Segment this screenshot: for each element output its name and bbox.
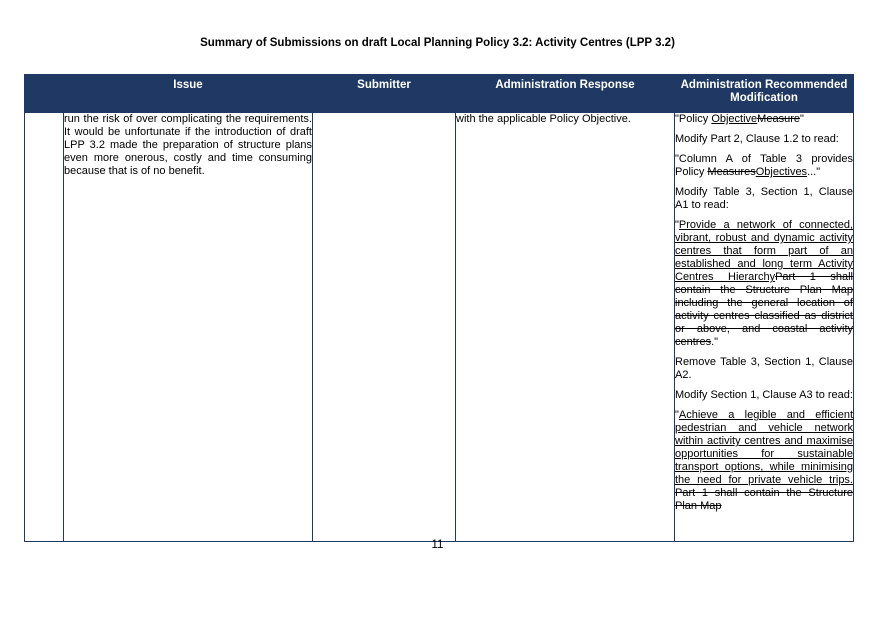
- modification-para-5: "Provide a network of connected, vibrant, robust and dynamic activity centres that form part of an established and long term Activity Centres HierarchyPart 1 shall contain the Structure Plan Map including the general location of activity centres classified as district or above, and coastal activity centres.": [675, 219, 854, 348]
- modification-para-2: Modify Part 2, Clause 1.2 to read:: [675, 133, 839, 145]
- issue-cell: run the risk of over complicating the requirements. It would be unfortunate if the introduction of draft LPP 3.2 made the preparation of structure plans even more onerous, costly and time consuming because that is of no benefit.: [64, 113, 313, 542]
- inserted-text: Provide a network of connected, vibrant, robust and dynamic activity centres that form part of an established and long term Activity Centres Hierarchy: [675, 219, 853, 283]
- response-cell: with the applicable Policy Objective.: [456, 113, 675, 542]
- modification-para-4: Modify Table 3, Section 1, Clause A1 to read:: [675, 186, 853, 211]
- header-submitter: Submitter: [313, 75, 456, 113]
- modification-para-3: "Column A of Table 3 provides Policy MeasuresObjectives...": [675, 153, 853, 178]
- table-header-row: [25, 75, 854, 113]
- modification-cell: [675, 113, 854, 542]
- header-issue: Issue: [64, 75, 313, 113]
- deleted-text: Part 1 shall contain the Structure Plan Map including the general location of activity centres classified as district or above, and coastal activity centres: [675, 271, 854, 348]
- modification-para-8: "Achieve a legible and efficient pedestrian and vehicle network within activity centres and maximise opportunities for sustainable transport options, while minimising the need for private vehicle trips. Part 1 shall contain the Structure Plan Map: [675, 409, 853, 512]
- modification-para-1: "Policy ObjectiveMeasure": [675, 113, 804, 125]
- submitter-cell: [313, 113, 456, 542]
- modification-para-7: Modify Section 1, Clause A3 to read:: [675, 389, 853, 401]
- header-administration-response: Administration Response: [456, 75, 675, 113]
- deleted-text: Measure: [757, 113, 800, 125]
- table-row: [25, 113, 854, 542]
- inserted-text: Achieve a legible and efficient pedestrian and vehicle network within activity centres and maximise opportunities for sustainable transport options, while minimising the need for private vehicle trips.: [675, 409, 853, 486]
- page-number: 11: [431, 539, 444, 551]
- header-recommended-modification: Administration Recommended Modification: [675, 75, 854, 113]
- inserted-text: Objective: [711, 113, 758, 125]
- submissions-table: [24, 74, 854, 542]
- modification-para-6: Remove Table 3, Section 1, Clause A2.: [675, 356, 853, 381]
- header-blank: [25, 75, 64, 113]
- inserted-text: Objectives: [755, 166, 808, 178]
- document-title: Summary of Submissions on draft Local Planning Policy 3.2: Activity Centres (LPP 3.2): [200, 37, 675, 49]
- deleted-text: Measures: [707, 166, 756, 178]
- row-number-cell: [25, 113, 64, 542]
- deleted-text: Part 1 shall contain the Structure Plan Map: [675, 487, 853, 512]
